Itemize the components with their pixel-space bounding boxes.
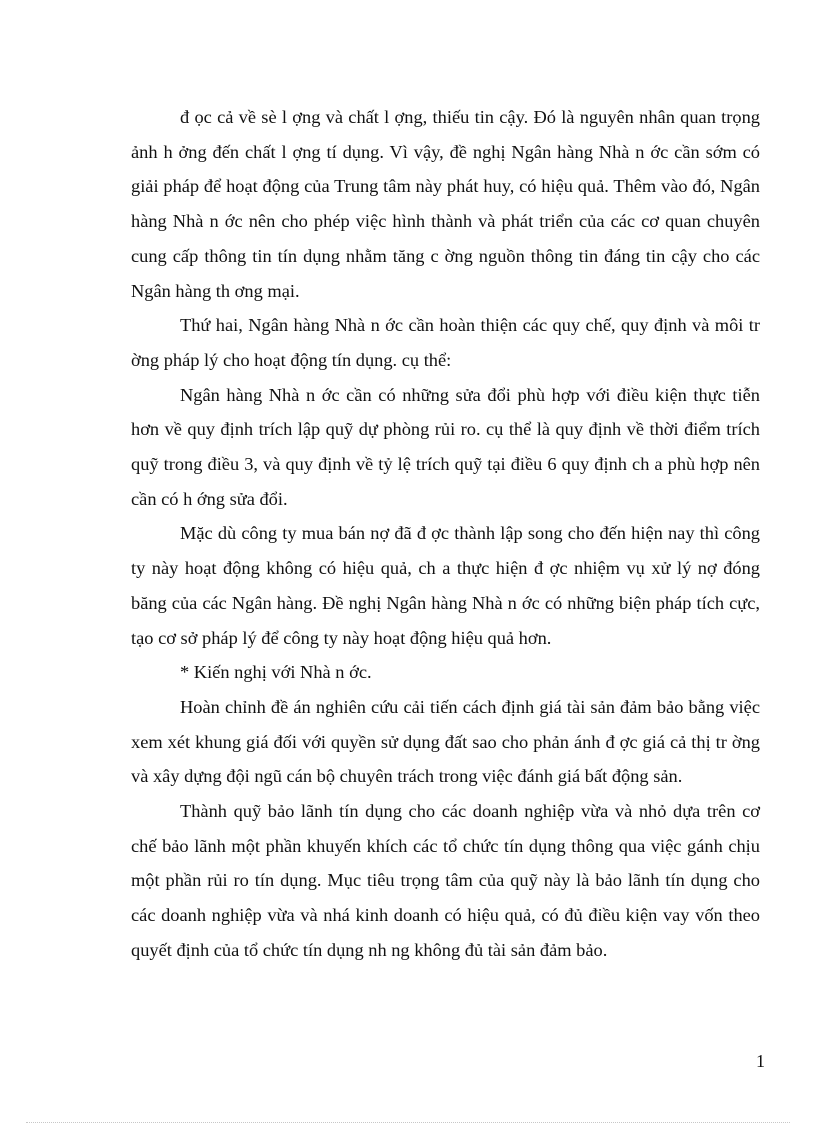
paragraph-state-recommendation-heading: * Kiến nghị với Nhà n ớc.: [180, 662, 372, 683]
paragraph-provision-rules: Ngân hàng Nhà n ớc cần có những sửa đổi phù hợp với điều kiện thực tiễn hơn về quy định trích lập quỹ dự phòng rủi ro. cụ thể là quy định về thời điểm trích quỹ trong điều 3, và quy định về tỷ lệ trích quỹ tại điều 6 quy định ch a phù hợp nên cần có h ớng sửa đổi.: [131, 384, 760, 509]
paragraph-guarantee-fund: Thành quỹ bảo lãnh tín dụng cho các doanh nghiệp vừa và nhỏ dựa trên cơ chế bảo lãnh một phần khuyến khích các tổ chức tín dụng thông qua việc gánh chịu một phần rủi ro tín dụng. Mục tiêu trọng tâm của quỹ này là bảo lãnh tín dụng cho các doanh nghiệp vừa và nhá kinh doanh có hiệu quả, có đủ điều kiện vay vốn theo quyết định của tổ chức tín dụng nh ng không đủ tài sản đảm bảo.: [131, 801, 760, 960]
paragraph-collateral-valuation: Hoàn chỉnh đề án nghiên cứu cải tiến cách định giá tài sản đảm bảo bằng việc xem xét khung giá đối với quyền sử dụng đất sao cho phản ánh đ ợc giá cả thị tr ờng và xây dựng đội ngũ cán bộ chuyên trách trong việc đánh giá bất động sản.: [131, 696, 760, 787]
page-number: 1: [756, 1051, 765, 1071]
body-text: [131, 100, 760, 968]
paragraph-continuation: đ ọc cả về sè l ợng và chất l ợng, thiếu tin cậy. Đó là nguyên nhân quan trọng ảnh h ởng đến chất l ợng tí dụng. Vì vậy, đề nghị Ngân hàng Nhà n ớc cần sớm có giải pháp để hoạt động của Trung tâm này phát huy, có hiệu quả. Thêm vào đó, Ngân hàng Nhà n ớc nên cho phép việc hình thành và phát triển của các cơ quan chuyên cung cấp thông tin tín dụng nhằm tăng c ờng nguồn thông tin đáng tin cậy cho các Ngân hàng th ơng mại.: [131, 107, 760, 301]
paragraph-debt-company: Mặc dù công ty mua bán nợ đã đ ợc thành lập song cho đến hiện nay thì công ty này hoạt động không có hiệu quả, ch a thực hiện đ ợc nhiệm vụ xử lý nợ đóng băng của các Ngân hàng. Đề nghị Ngân hàng Nhà n ớc có những biện pháp tích cực, tạo cơ sở pháp lý để công ty này hoạt động hiệu quả hơn.: [131, 523, 760, 648]
paragraph-second-recommendation: Thứ hai, Ngân hàng Nhà n ớc cần hoàn thiện các quy chế, quy định và môi tr ờng pháp lý cho hoạt động tín dụng. cụ thể:: [131, 315, 760, 370]
